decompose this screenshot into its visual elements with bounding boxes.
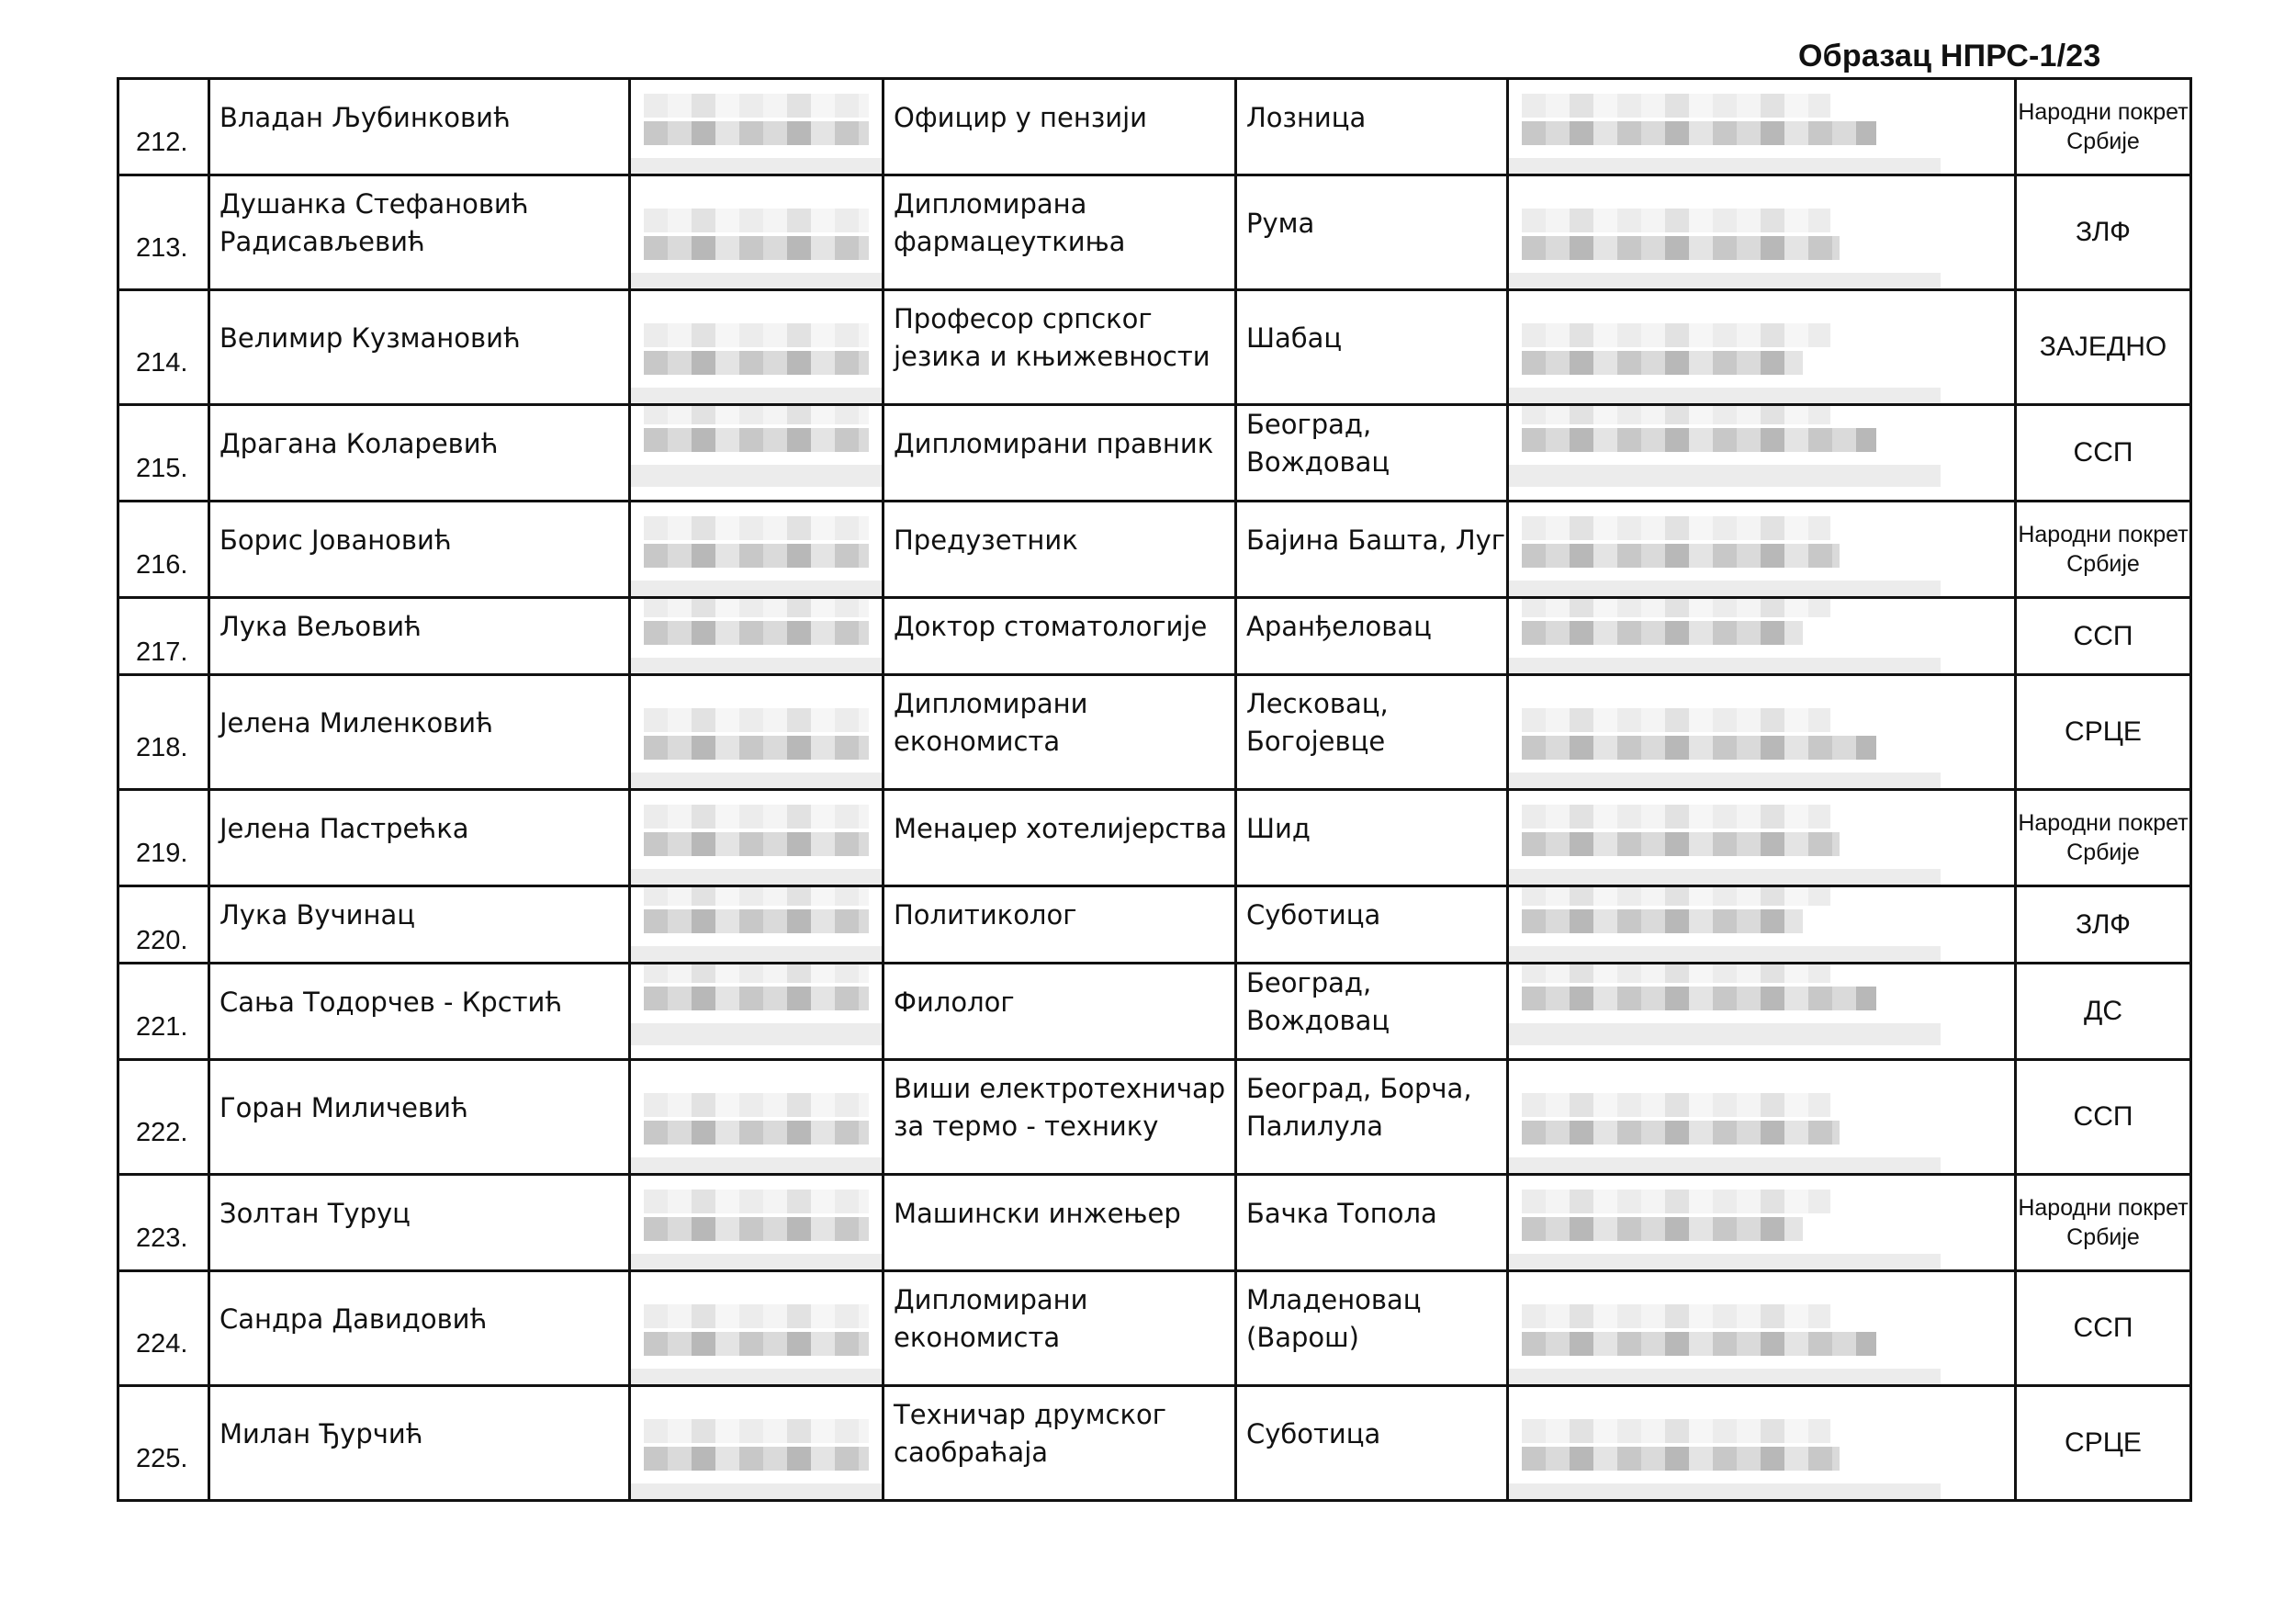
redaction-block: [644, 909, 869, 933]
redaction-block: [644, 1217, 869, 1241]
profession: Дипломирани правник: [884, 405, 1236, 502]
redaction-block: [1522, 428, 1876, 452]
redaction-block: [644, 1093, 869, 1117]
redacted-field: [630, 1060, 884, 1175]
redaction-block: [1522, 1121, 1840, 1145]
redaction-strip: [1509, 946, 1941, 964]
redacted-field: [630, 1271, 884, 1386]
redaction-strip: [631, 1157, 882, 1175]
redaction-block: [1522, 987, 1876, 1010]
redaction-block: [644, 1304, 869, 1328]
redaction-block: [1522, 832, 1840, 856]
redacted-field: [1508, 675, 2016, 790]
redaction-strip: [631, 1483, 882, 1501]
redaction-block: [644, 805, 869, 829]
residence: Младеновац (Варош): [1236, 1271, 1508, 1386]
redacted-field: [630, 79, 884, 175]
redaction-strip: [631, 273, 882, 290]
redaction-block: [644, 516, 869, 540]
form-code: Образац НПРС-1/23: [1798, 39, 2101, 73]
redaction-block: [1522, 121, 1876, 145]
profession: Дипломирани економиста: [884, 1271, 1236, 1386]
redaction-block: [644, 1447, 869, 1471]
redaction-strip: [1509, 1023, 1941, 1045]
redaction-block: [1522, 544, 1840, 568]
redaction-block: [1522, 1093, 1830, 1117]
profession: Предузетник: [884, 502, 1236, 598]
candidate-name: Сања Тодорчев - Крстић: [209, 964, 630, 1060]
party-name: ССП: [2016, 405, 2191, 502]
redaction-strip: [1509, 158, 1941, 175]
redaction-strip: [631, 465, 882, 487]
redacted-field: [1508, 175, 2016, 290]
redaction-strip: [1509, 581, 1941, 598]
redacted-field: [1508, 79, 2016, 175]
row-number: 223.: [118, 1175, 209, 1271]
candidate-name: Сандра Давидовић: [209, 1271, 630, 1386]
redaction-block: [644, 1419, 869, 1443]
residence: Шид: [1236, 790, 1508, 886]
table-row: [118, 1386, 2191, 1501]
redaction-block: [1522, 1447, 1840, 1471]
redaction-strip: [1509, 658, 1941, 675]
redaction-block: [644, 236, 869, 260]
residence: Аранђеловац: [1236, 598, 1508, 675]
table-row: [118, 175, 2191, 290]
redaction-strip: [1509, 1157, 1941, 1175]
table-row: [118, 79, 2191, 175]
redaction-block: [644, 323, 869, 347]
table-row: [118, 675, 2191, 790]
redacted-field: [630, 1386, 884, 1501]
redaction-block: [1522, 351, 1803, 375]
row-number: 221.: [118, 964, 209, 1060]
redaction-block: [1522, 94, 1830, 118]
profession: Филолог: [884, 964, 1236, 1060]
table-row: [118, 790, 2191, 886]
candidate-name: Борис Јовановић: [209, 502, 630, 598]
redacted-field: [630, 502, 884, 598]
redaction-block: [1522, 1332, 1876, 1356]
redaction-block: [1522, 209, 1830, 232]
profession: Политиколог: [884, 886, 1236, 964]
profession: Менаџер хотелијерства: [884, 790, 1236, 886]
party-name: ДС: [2016, 964, 2191, 1060]
redaction-strip: [631, 1369, 882, 1386]
redaction-block: [1522, 886, 1830, 907]
row-number: 215.: [118, 405, 209, 502]
profession: Виши електротехничар за термо - технику: [884, 1060, 1236, 1175]
redacted-field: [630, 790, 884, 886]
redaction-strip: [1509, 773, 1941, 790]
table-row: [118, 964, 2191, 1060]
redacted-field: [630, 675, 884, 790]
table-row: [118, 598, 2191, 675]
redaction-strip: [631, 658, 882, 675]
profession: Доктор стоматологије: [884, 598, 1236, 675]
redacted-field: [1508, 502, 2016, 598]
redaction-strip: [631, 1023, 882, 1045]
residence: Београд, Борча, Палилула: [1236, 1060, 1508, 1175]
redaction-strip: [631, 773, 882, 790]
candidate-name: Драгана Коларевић: [209, 405, 630, 502]
redaction-strip: [631, 388, 882, 405]
profession: Машински инжењер: [884, 1175, 1236, 1271]
redacted-field: [1508, 405, 2016, 502]
redaction-block: [644, 736, 869, 760]
row-number: 224.: [118, 1271, 209, 1386]
redaction-block: [1522, 516, 1830, 540]
redacted-field: [630, 886, 884, 964]
redaction-block: [1522, 1304, 1830, 1328]
candidate-name: Јелена Пастрећка: [209, 790, 630, 886]
residence: Суботица: [1236, 886, 1508, 964]
row-number: 214.: [118, 290, 209, 405]
redaction-strip: [1509, 273, 1941, 290]
party-name: Народни покрет Србије: [2016, 502, 2191, 598]
redaction-block: [1522, 236, 1840, 260]
candidate-name: Золтан Туруц: [209, 1175, 630, 1271]
redaction-block: [1522, 736, 1876, 760]
redaction-strip: [631, 581, 882, 598]
row-number: 213.: [118, 175, 209, 290]
redacted-field: [630, 175, 884, 290]
redacted-field: [630, 598, 884, 675]
row-number: 222.: [118, 1060, 209, 1175]
row-number: 218.: [118, 675, 209, 790]
candidate-name: Горан Миличевић: [209, 1060, 630, 1175]
redacted-field: [1508, 1060, 2016, 1175]
redaction-block: [1522, 598, 1830, 618]
party-name: Народни покрет Србије: [2016, 79, 2191, 175]
table-row: [118, 1175, 2191, 1271]
redaction-block: [1522, 323, 1830, 347]
redaction-block: [644, 964, 869, 984]
redaction-block: [644, 886, 869, 907]
profession: Дипломирана фармацеуткиња: [884, 175, 1236, 290]
table-row: [118, 1271, 2191, 1386]
redaction-strip: [1509, 869, 1941, 886]
redaction-strip: [631, 946, 882, 964]
residence: Бачка Топола: [1236, 1175, 1508, 1271]
redaction-strip: [1509, 465, 1941, 487]
redaction-block: [644, 1190, 869, 1213]
redaction-strip: [631, 869, 882, 886]
redaction-strip: [631, 1254, 882, 1271]
table-row: [118, 405, 2191, 502]
redaction-block: [644, 1332, 869, 1356]
party-name: СРЦЕ: [2016, 1386, 2191, 1501]
candidate-name: Милан Ђурчић: [209, 1386, 630, 1501]
redacted-field: [1508, 964, 2016, 1060]
candidate-name: Душанка Стефановић Радисављевић: [209, 175, 630, 290]
candidate-name: Јелена Миленковић: [209, 675, 630, 790]
row-number: 212.: [118, 79, 209, 175]
redaction-block: [644, 428, 869, 452]
residence: Суботица: [1236, 1386, 1508, 1501]
redaction-strip: [1509, 1254, 1941, 1271]
redacted-field: [1508, 886, 2016, 964]
party-name: Народни покрет Србије: [2016, 790, 2191, 886]
redacted-field: [630, 1175, 884, 1271]
redaction-block: [1522, 1419, 1830, 1443]
row-number: 220.: [118, 886, 209, 964]
candidate-name: Велимир Кузмановић: [209, 290, 630, 405]
party-name: ССП: [2016, 1060, 2191, 1175]
redaction-block: [1522, 1190, 1830, 1213]
party-name: ЗАЈЕДНО: [2016, 290, 2191, 405]
redacted-field: [630, 405, 884, 502]
redaction-block: [644, 94, 869, 118]
redaction-block: [644, 598, 869, 618]
candidate-name: Владан Љубинковић: [209, 79, 630, 175]
redaction-block: [644, 987, 869, 1010]
redacted-field: [1508, 1175, 2016, 1271]
row-number: 225.: [118, 1386, 209, 1501]
redaction-block: [644, 832, 869, 856]
redaction-block: [644, 1121, 869, 1145]
profession: Техничар друмског саобраћаја: [884, 1386, 1236, 1501]
redaction-block: [1522, 621, 1803, 645]
candidate-name: Лука Вељовић: [209, 598, 630, 675]
residence: Београд, Вождовац: [1236, 964, 1508, 1060]
residence: Рума: [1236, 175, 1508, 290]
redaction-block: [644, 121, 869, 145]
party-name: СРЦЕ: [2016, 675, 2191, 790]
redaction-block: [644, 708, 869, 732]
table-row: [118, 1060, 2191, 1175]
redaction-strip: [631, 158, 882, 175]
residence: Шабац: [1236, 290, 1508, 405]
residence: Бајина Башта, Луг: [1236, 502, 1508, 598]
redacted-field: [1508, 1271, 2016, 1386]
redacted-field: [1508, 790, 2016, 886]
profession: Официр у пензији: [884, 79, 1236, 175]
redacted-field: [1508, 598, 2016, 675]
residence: Београд, Вождовац: [1236, 405, 1508, 502]
row-number: 216.: [118, 502, 209, 598]
redaction-strip: [1509, 1483, 1941, 1501]
profession: Дипломирани економиста: [884, 675, 1236, 790]
redacted-field: [1508, 1386, 2016, 1501]
redaction-block: [644, 209, 869, 232]
candidate-table: [117, 77, 2192, 1502]
redaction-block: [1522, 1217, 1803, 1241]
redaction-block: [1522, 964, 1830, 984]
candidate-name: Лука Вучинац: [209, 886, 630, 964]
redacted-field: [630, 964, 884, 1060]
redaction-block: [1522, 805, 1830, 829]
row-number: 219.: [118, 790, 209, 886]
party-name: ССП: [2016, 598, 2191, 675]
residence: Лесковац, Богојевце: [1236, 675, 1508, 790]
table-row: [118, 886, 2191, 964]
redaction-block: [1522, 909, 1803, 933]
party-name: Народни покрет Србије: [2016, 1175, 2191, 1271]
redacted-field: [1508, 290, 2016, 405]
redaction-block: [1522, 708, 1830, 732]
table-row: [118, 502, 2191, 598]
redaction-strip: [1509, 388, 1941, 405]
party-name: ССП: [2016, 1271, 2191, 1386]
row-number: 217.: [118, 598, 209, 675]
table-row: [118, 290, 2191, 405]
party-name: ЗЛФ: [2016, 175, 2191, 290]
redaction-strip: [1509, 1369, 1941, 1386]
redaction-block: [644, 544, 869, 568]
redaction-block: [644, 621, 869, 645]
party-name: ЗЛФ: [2016, 886, 2191, 964]
redaction-block: [644, 405, 869, 425]
profession: Професор српског језика и књижевности: [884, 290, 1236, 405]
redacted-field: [630, 290, 884, 405]
residence: Лозница: [1236, 79, 1508, 175]
redaction-block: [644, 351, 869, 375]
redaction-block: [1522, 405, 1830, 425]
